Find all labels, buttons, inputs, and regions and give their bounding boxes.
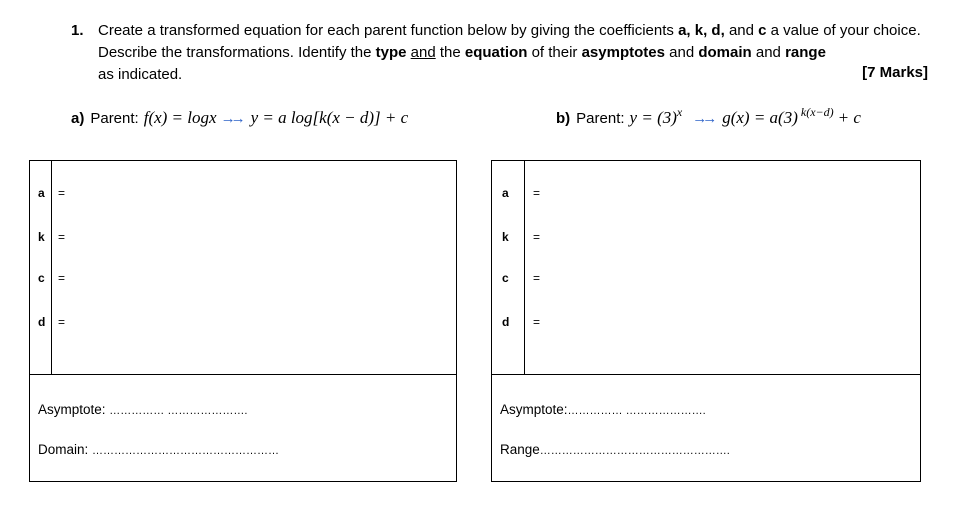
table-a-var-divider — [51, 160, 52, 374]
question-text — [98, 20, 928, 86]
table-b-eq-d: = — [533, 315, 541, 329]
question-text-part: and — [669, 44, 695, 61]
question-text-part: Create a transformed equation for each parent function below by giving the coefficients — [98, 22, 674, 39]
table-a-eq-d: = — [58, 315, 66, 329]
table-a-var-a: a — [38, 186, 45, 200]
and-underlined: and — [410, 44, 436, 61]
table-a-eq-c: = — [58, 271, 66, 285]
table-b-var-a: a — [502, 186, 509, 200]
coefficient-c: c — [758, 22, 767, 39]
part-a-parent-function: f(x) = logx — [143, 108, 217, 127]
type-word: type — [375, 44, 407, 61]
question-text-part: a value of your choice. Describe the transformations. Identify the — [98, 22, 921, 61]
table-b-eq-c: = — [533, 271, 541, 285]
table-b-section-divider — [491, 374, 921, 375]
part-b-header — [556, 105, 861, 128]
question-text-part: the — [439, 44, 461, 61]
range-word: range — [785, 44, 826, 61]
coefficient-list: a, k, d, — [678, 22, 725, 39]
table-b-var-k: k — [502, 230, 509, 244]
part-b-transformed-base: g(x) = a(3) — [722, 108, 798, 127]
asymptote-blank[interactable]: …………… …………………. — [109, 405, 248, 417]
double-arrow-icon: →→ — [220, 110, 241, 127]
part-a-transformed-equation: y = a log[k(x − d)] + c — [250, 108, 409, 127]
double-arrow-icon: →→ — [692, 110, 713, 127]
question-text-part: of their — [531, 44, 578, 61]
table-b-eq-k: = — [533, 230, 541, 244]
domain-word: domain — [698, 44, 752, 61]
domain-blank[interactable]: …………………………………………… — [92, 445, 280, 457]
question-text-part: and — [728, 22, 754, 39]
part-a-label: a) — [71, 110, 85, 127]
asymptote-label: Asymptote: — [500, 402, 568, 417]
part-b-parent-text: Parent: — [576, 110, 625, 127]
part-b-parent-exponent: x — [676, 105, 683, 119]
question-text-part: and — [755, 44, 781, 61]
range-label: Range — [500, 442, 540, 457]
part-b-label: b) — [556, 110, 571, 127]
part-b-transformed-exponent: k(x−d) — [800, 105, 834, 119]
table-b-var-d: d — [502, 315, 510, 329]
table-a — [29, 160, 457, 482]
domain-label: Domain: — [38, 442, 89, 457]
table-b-var-divider — [524, 160, 525, 374]
table-a-eq-k: = — [58, 230, 66, 244]
table-a-section-divider — [29, 374, 457, 375]
asymptote-blank[interactable]: …………… …………………. — [567, 405, 706, 417]
table-b-asymptote[interactable] — [500, 402, 706, 417]
part-a-header — [71, 108, 408, 128]
table-b — [491, 160, 921, 482]
question-number: 1. — [71, 22, 84, 39]
equation-word: equation — [464, 44, 528, 61]
asymptote-label: Asymptote: — [38, 402, 106, 417]
table-a-eq-a: = — [58, 186, 66, 200]
table-a-domain[interactable] — [38, 442, 279, 457]
part-b-parent-function: y = (3) — [629, 108, 677, 127]
table-a-var-k: k — [38, 230, 45, 244]
table-b-var-c: c — [502, 271, 509, 285]
asymptotes-word: asymptotes — [581, 44, 665, 61]
table-a-asymptote[interactable] — [38, 402, 247, 417]
table-b-eq-a: = — [533, 186, 541, 200]
marks-label: [7 Marks] — [862, 64, 928, 81]
question-text-part: as indicated. — [98, 66, 183, 83]
range-blank[interactable]: ……………………………………………. — [539, 445, 730, 457]
table-b-range[interactable] — [500, 442, 730, 457]
table-a-var-d: d — [38, 315, 46, 329]
part-b-transformed-tail: + c — [837, 108, 861, 127]
part-a-parent-text: Parent: — [90, 110, 139, 127]
table-a-var-c: c — [38, 271, 45, 285]
